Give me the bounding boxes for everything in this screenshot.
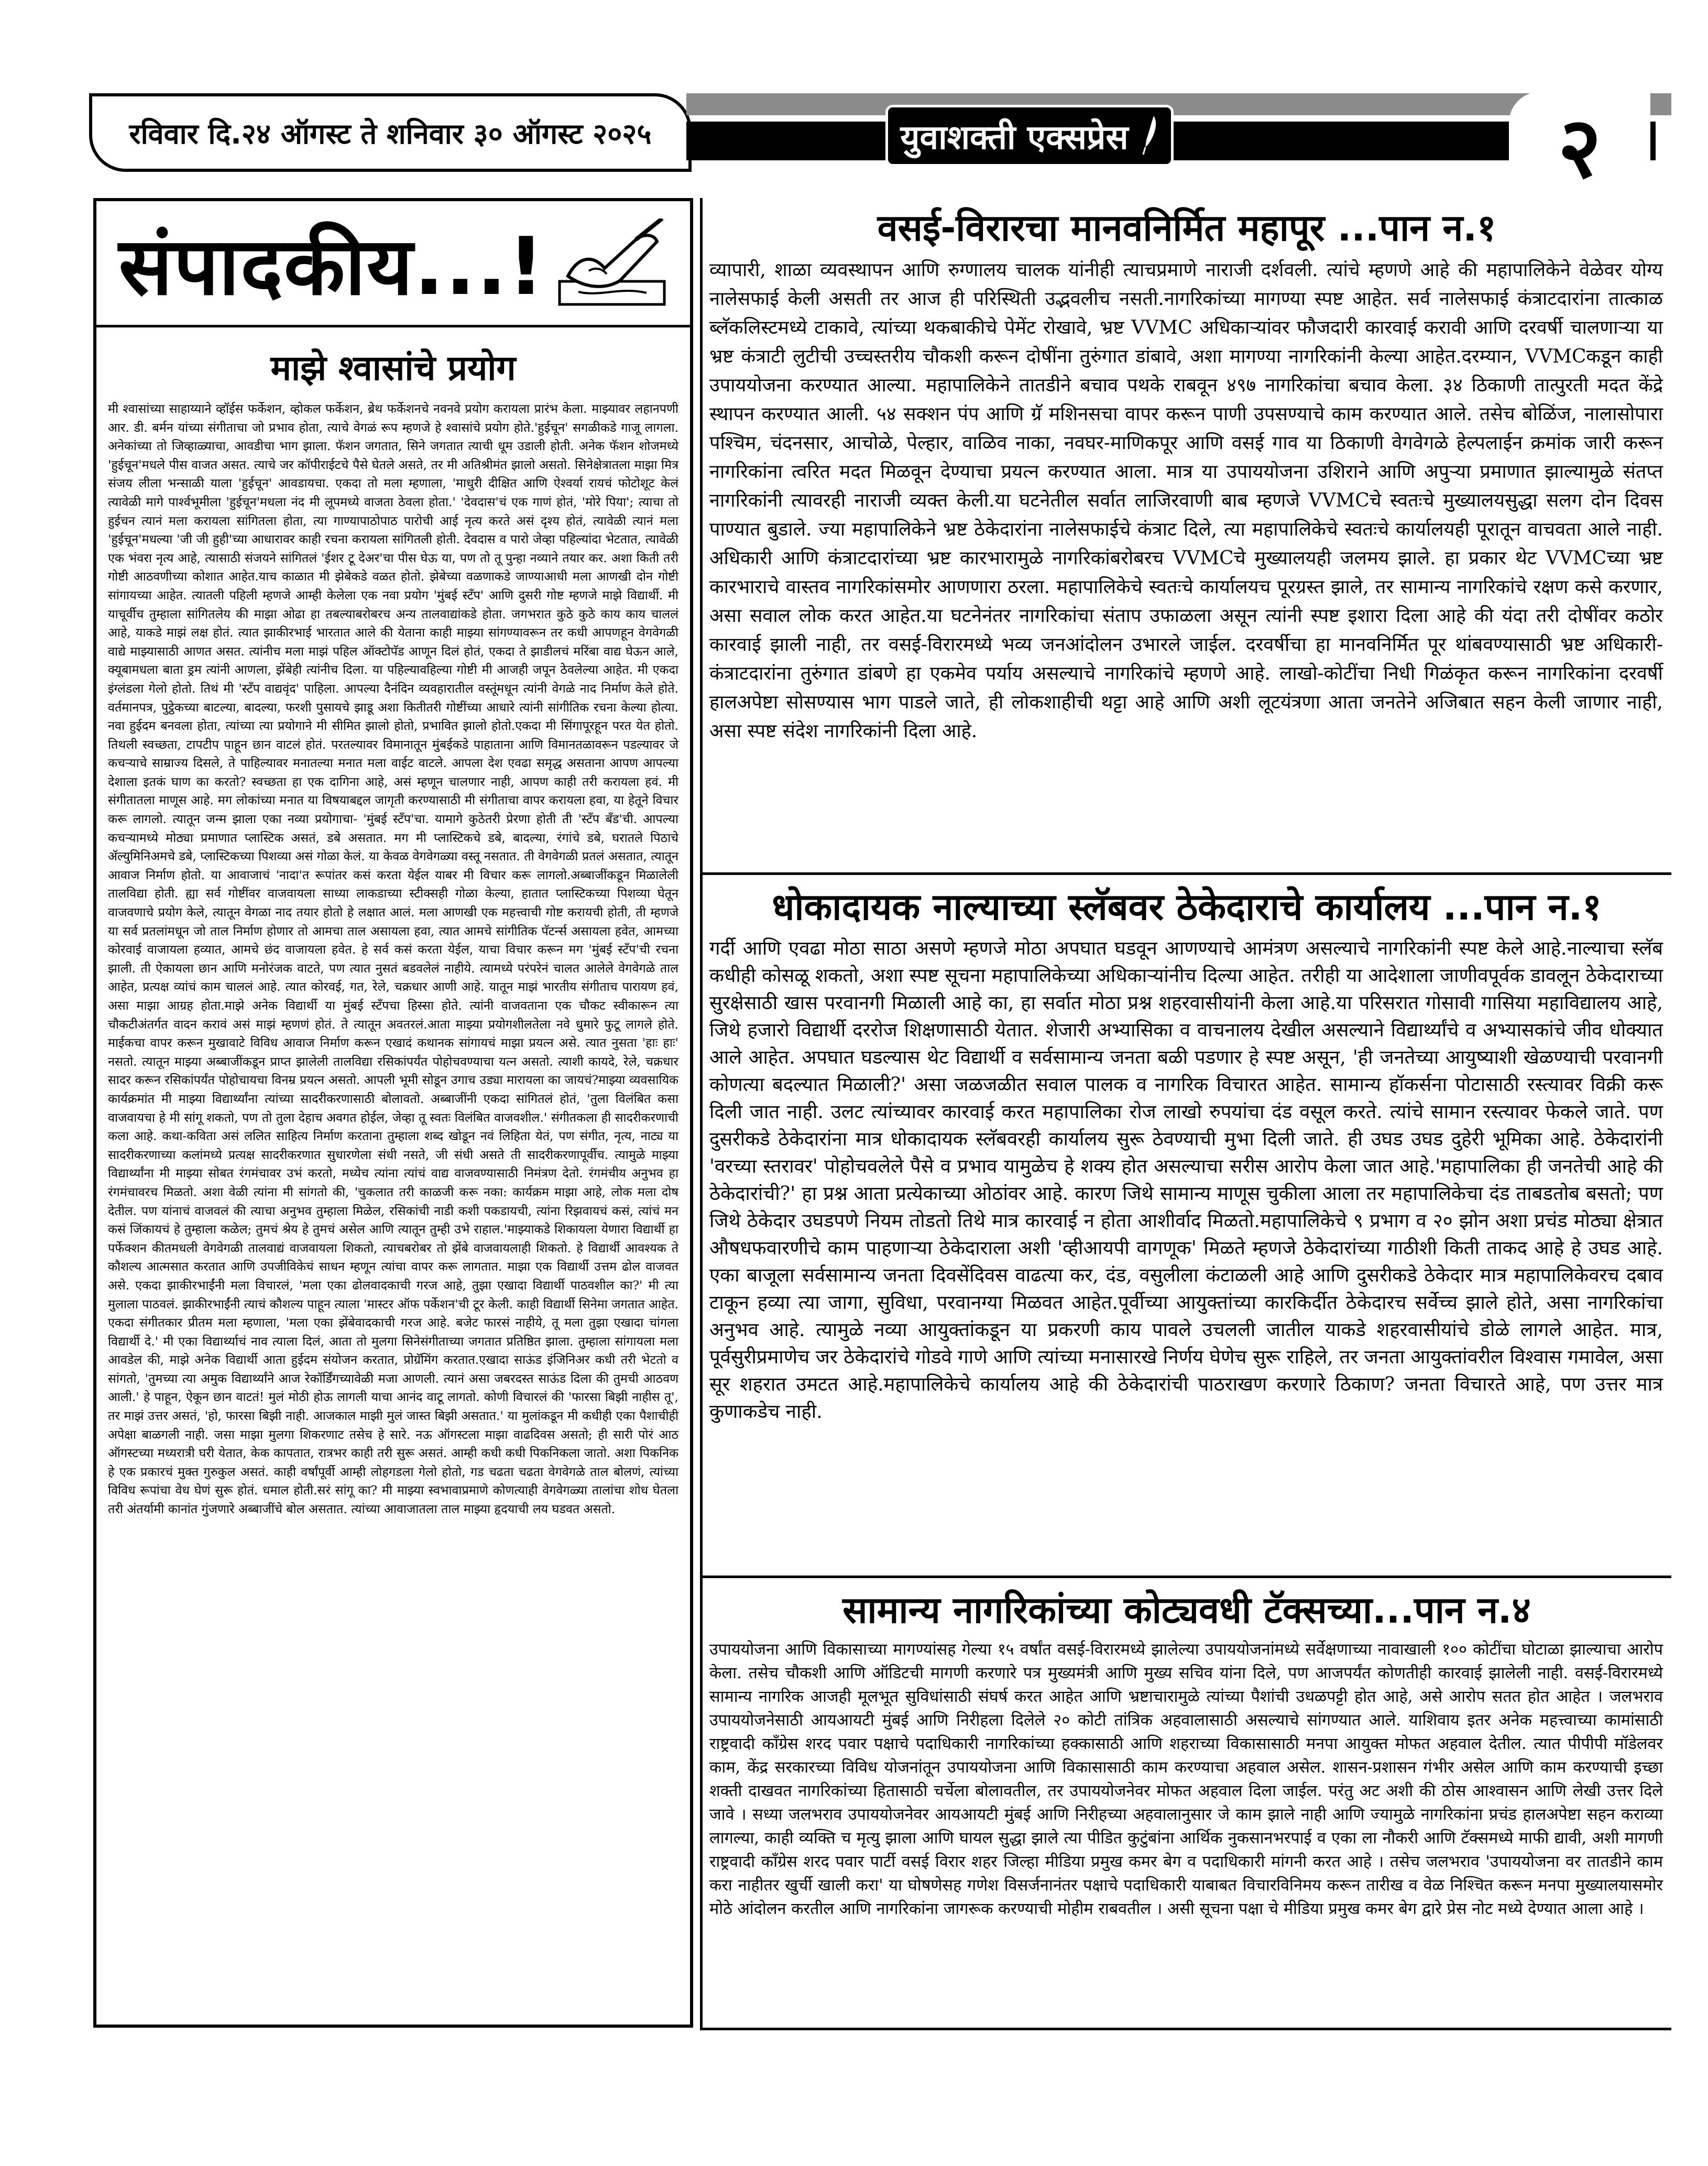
editorial-banner bbox=[96, 201, 690, 327]
masthead-brand bbox=[885, 105, 1174, 167]
editorial-headline: माझे श्वासांचे प्रयोग bbox=[270, 348, 516, 388]
bottom-rule bbox=[700, 2028, 1671, 2030]
news-column bbox=[702, 198, 1671, 2031]
article-body: व्यापारी, शाळा व्यवस्थापन आणि रुग्णालय चालक यांनीही त्याचप्रमाणे नाराजी दर्शवली. त्यांचे म्हणणे आहे की महापालिकेने वेळेवर योग्य नालेसफाई केली असती तर आज ही परिस्थिती उद्भवलीच नसती.नागरिकांच्या मागण्या स्पष्ट आहेत. सर्व नालेसफाई कंत्राटदारांना तात्काळ ब्लॅकलिस्टमध्ये टाकावे, त्यांच्या थकबाकीचे पेमेंट रोखावे, भ्रष्ट VVMC अधिकाऱ्यांवर फौजदारी कारवाई करावी आणि दरवर्षी चालणाऱ्या या भ्रष्ट कंत्राटी लुटीची उच्चस्तरीय चौकशी करून दोषींना तुरुंगात डांबावे, अशा मागण्या नागरिकांनी केल्या आहेत.दरम्यान, VVMCकडून काही उपाययोजना करण्यात आल्या. महापालिकेने तातडीने बचाव पथके राबवून ४९७ नागरिकांचा बचाव केला. ३४ ठिकाणी तात्पुरती मदत केंद्रे स्थापन करण्यात आली. ५४ सक्शन पंप आणि ग्रॅ मशिनसचा वापर करून पाणी उपसण्याचे काम करण्यात आले. तसेच बोळिंज, नालासोपारा पश्चिम, चंदनसार, आचोळे, पेल्हार, वाळिव नाका, नवघर-माणिकपूर आणि वसई गाव या ठिकाणी वेगवेगळे हेल्पलाईन क्रमांक जारी करून नागरिकांना त्वरित मदत मिळवून देण्याचा प्रयत्न करण्यात आला. मात्र या उपाययोजना उशिराने आणि अपुऱ्या प्रमाणात झाल्यामुळे संतप्त नागरिकांनी त्यावरही नाराजी व्यक्त केली.या घटनेतील सर्वात लाजिरवाणी बाब म्हणजे VVMCचे स्वतःचे मुख्यालयसुद्धा सलग दोन दिवस पाण्यात बुडाले. ज्या महापालिकेने भ्रष्ट ठेकेदारांना नालेसफाईचे कंत्राट दिले, त्या महापालिकेचे स्वतःचे कार्यालयही पूरातून वाचवता आले नाही. अधिकारी आणि कंत्राटदारांच्या भ्रष्ट कारभारामुळे नागरिकांबरोबरच VVMCचे मुख्यालयही जलमय झाले. हा प्रकार थेट VVMCच्या भ्रष्ट कारभाराचे वास्तव नागरिकांसमोर आणणारा ठरला. महापालिकेचे स्वतःचे कार्यालयच पूरग्रस्त झाले, तर सामान्य नागरिकांचे रक्षण कसे करणार, असा सवाल लोक करत आहेत.या घटनेनंतर नागरिकांचा संताप उफाळला असून त्यांनी स्पष्ट इशारा दिला आहे की यंदा तरी दोषींवर कठोर कारवाई झाली नाही, तर वसई-विरारमध्ये भव्य जनआंदोलन उभारले जाईल. दरवर्षीचा हा मानवनिर्मित पूर थांबवण्यासाठी भ्रष्ट अधिकारी-कंत्राटदारांना तुरुंगात डांबणे हा एकमेव पर्याय असल्याचे नागरिकांचे म्हणणे आहे. लाखो-कोटींचा निधी गिळंकृत करून नागरिकांना दरवर्षी हालअपेष्टा सोसण्यास भाग पाडले जाते, ही लोकशाहीची थट्टा आहे आणि अशी लूटयंत्रणा आता जनतेने अजिबात सहन केली जाणार नाही, असा स्पष्ट संदेश नागरिकांनी दिला आहे. bbox=[709, 259, 1663, 742]
article-headline: वसई-विरारचा मानवनिर्मित महापूर ...पान न.१ bbox=[877, 206, 1496, 249]
article-divider bbox=[702, 872, 1671, 875]
page-number-badge bbox=[1509, 92, 1650, 196]
date-range: रविवार दि.२४ ऑगस्ट ते शनिवार ३० ऑगस्ट २०२५ bbox=[129, 117, 652, 150]
article-body: गर्दी आणि एवढा मोठा साठा असणे म्हणजे मोठा अपघात घडवून आणण्याचे आमंत्रण असल्याचे नागरिकांनी स्पष्ट केले आहे.नाल्याचा स्लॅब कधीही कोसळू शकतो, अशा स्पष्ट सूचना महापालिकेच्या अधिकाऱ्यांनीच दिल्या आहेत. तरीही या आदेशाला जाणीवपूर्वक डावलून ठेकेदाराच्या सुरक्षेसाठी खास परवानगी मिळाली आहे का, हा सर्वात मोठा प्रश्न शहरवासीयांनी केला आहे.या परिसरात गोसावी गासिया महाविद्यालय आहे, जिथे हजारो विद्यार्थी दररोज शिक्षणासाठी येतात. शेजारी अभ्यासिका व वाचनालय देखील असल्याने विद्यार्थ्यांचे व अभ्यासकांचे जीव धोक्यात आले आहेत. अपघात घडल्यास थेट विद्यार्थी व सर्वसामान्य जनता बळी पडणार हे स्पष्ट असून, 'ही जनतेच्या आयुष्याशी खेळण्याची परवानगी कोणत्या बदल्यात मिळाली?' असा जळजळीत सवाल पालक व नागरिक विचारत आहेत. सामान्य हॉकर्सना पोटासाठी रस्त्यावर विक्री करू दिली जात नाही. उलट त्यांच्यावर कारवाई करत महापालिका रोज लाखो रुपयांचा दंड वसूल करते. त्यांचे सामान रस्त्यावर फेकले जाते. पण दुसरीकडे ठेकेदारांना मात्र धोकादायक स्लॅबवरही कार्यालय सुरू ठेवण्याची मुभा दिली जाते. ही उघड उघड दुहेरी भूमिका आहे. ठेकेदारांनी 'वरच्या स्तरावर' पोहोचवलेले पैसे व प्रभाव यामुळेच हे शक्य होत असल्याचा सरीस आरोप केला जात आहे.'महापालिका ही जनतेची आहे की ठेकेदारांची?' हा प्रश्न आता प्रत्येकाच्या ओठांवर आहे. कारण जिथे सामान्य माणूस चुकीला आला तर महापालिकेचा दंड ताबडतोब बसतो; पण जिथे ठेकेदार उघडपणे नियम तोडतो तिथे मात्र कारवाई न होता आशीर्वाद मिळतो.महापालिकेचे ९ प्रभाग व २० झोन अशा प्रचंड मोठ्या क्षेत्रात औषधफवारणीचे काम पाहणाऱ्या ठेकेदाराला अशी 'व्हीआयपी वागणूक' मिळते म्हणजे ठेकेदारांच्या गाठीशी किती ताकद आहे हे उघड आहे. एका बाजूला सर्वसामान्य जनता दिवसेंदिवस वाढत्या कर, दंड, वसुलीला कंटाळली आहे आणि दुसरीकडे ठेकेदार मात्र महापालिकेवरच दबाव टाकून हव्या त्या जागा, सुविधा, परवानग्या मिळवत आहेत.पूर्वीच्या आयुक्तांच्या कारकिर्दीत ठेकेदारच सर्वेच्च झाले होते, असा नागरिकांचा अनुभव आहे. त्यामुळे नव्या आयुक्तांकडून या प्रकरणी काय पावले उचलली जातील याकडे शहरवासीयांचे डोळे लागले आहेत. मात्र, पूर्वसुरीप्रमाणेच जर ठेकेदारांचे गोडवे गाणे आणि त्यांच्या मनासारखे निर्णय घेणेच सुरू राहिले, तर जनता आयुक्तांवरील विश्वास गमावेल, असा सूर शहरात उमटत आहे.महापालिकेचे कार्यालय आहे की ठेकेदारांची पाठराखण करणारे ठिकाण? जनता विचारते आहे, पण उत्तर मात्र कुणाकडेच नाही. bbox=[709, 937, 1663, 1423]
editorial-title: संपादकीय...! bbox=[118, 220, 545, 313]
hand-writing-pen-icon bbox=[557, 218, 667, 308]
editorial-article bbox=[96, 327, 690, 1519]
article-body: उपाययोजना आणि विकासाच्या मागण्यांसह गेल्या १५ वर्षांत वसई-विरारमध्ये झालेल्या उपाययोजनांमध्ये सर्वेक्षणाच्या नावाखाली १०० कोटींचा घोटाळा झाल्याचा आरोप केला. तसेच चौकशी आणि ऑडिटची मागणी करणारे पत्र मुख्यमंत्री आणि मुख्य सचिव यांना दिले, पण आजपर्यंत कोणतीही कारवाई झालेली नाही. वसई-विरारमध्ये सामान्य नागरिक आजही मूलभूत सुविधांसाठी संघर्ष करत आहेत आणि भ्रष्टाचारामुळे त्यांच्या पैशांची उधळपट्टी होत आहे, असे आरोप सतत होत आहेत । जलभराव उपाययोजनेसाठी आयआयटी मुंबई आणि निरीहला दिलेले २० कोटी तांत्रिक अहवालासाठी असल्याचे सांगण्यात आले. याशिवाय इतर अनेक महत्त्वाच्या कामांसाठी राष्ट्रवादी काँग्रेस शरद पवार पक्षाचे पदाधिकारी नागरिकांच्या हक्कासाठी आणि शहराच्या विकासासाठी मनपा आयुक्त मोफत अहवाल देतील. त्यात पीपीपी मॉडेलवर काम, केंद्र सरकारच्या विविध योजनांतून उपाययोजना आणि विकासासाठी काम करण्याचा अहवाल असेल. शासन-प्रशासन गंभीर असेल आणि काम करण्याची इच्छा शक्ती दाखवत नागरिकांच्या हितासाठी चर्चेला बोलावतील, तर उपाययोजनेवर मोफत अहवाल दिला जाईल. परंतु अट अशी की ठोस आश्वासन आणि लेखी उत्तर दिले जावे । सध्या जलभराव उपाययोजनेवर आयआयटी मुंबई आणि निरीहच्या अहवालानुसार जे काम झाले नाही आणि ज्यामुळे नागरिकांना प्रचंड हालअपेष्टा सहन कराव्या लागल्या, काही व्यक्ति च मृत्यु झाला आणि घायल सुद्धा झाले त्या पीडित कुटुंबांना आर्थिक नुकसानभरपाई व एका ला नौकरी आणि टॅक्समध्ये माफी द्यावी, अशी मागणी राष्ट्रवादी काँग्रेस शरद पवार पार्टी वसई विरार शहर जिल्हा मीडिया प्रमुख कमर बेग व पदाधिकारी मांगनी करत आहे । तसेच जलभराव 'उपाययोजना वर तातडीने काम करा नाहीतर खुर्ची खाली करा' या घोषणेसह गणेश विसर्जनानंतर पक्षाचे पदाधिकारी याबाबत विचारविनिमय करून तारीख व वेळ निश्चित करून मनपा मुख्यालयासमोर मोठे आंदोलन करतील आणि नागरिकांना जागरूक करण्याची मोहीम राबवतील । असी सूचना पक्षा चे मीडिया प्रमुख कमर बेग द्वारे प्रेस नोट मध्ये देण्यात आला आहे । bbox=[709, 1640, 1663, 1918]
article-headline: सामान्य नागरिकांच्या कोट्यवधी टॅक्सच्या...पान न.४ bbox=[842, 1589, 1531, 1632]
quill-pen-icon bbox=[1138, 115, 1159, 157]
editorial-column bbox=[93, 198, 693, 2028]
page-number: २ bbox=[1558, 99, 1602, 196]
article-tax-scam bbox=[702, 1583, 1671, 2031]
article-headline: धोकादायक नाल्याच्या स्लॅबवर ठेकेदाराचे कार्यालय ...पान न.१ bbox=[772, 885, 1602, 928]
article-drain-office bbox=[702, 880, 1671, 1569]
editorial-body: मी श्वासांच्या साहाय्याने व्हॉईस फर्केशन, व्होकल फर्केशन, ब्रेथ फर्केशनचे नवनवे प्रयोग करायला प्रारंभ केला. माझ्यावर लहानपणी आर. डी. बर्मन यांच्या संगीताचा जो प्रभाव होता, त्याचे वेगळं रूप म्हणजे हे श्वासांचे प्रयोग होते.'हुईचून' सगळीकडे गाजू लागला. अनेकांच्या तो जिव्हाळ्याचा, आवडीचा भाग झाला. फॅशन जगतात, सिने जगतात त्याची धूम उडाली होती. अनेक फॅशन शोजमध्ये 'हुईचून'मधले पीस वाजत असत. त्याचे जर कॉपीराईटचे पैसे घेतले असते, तर मी अतिश्रीमंत झालो असतो. सिनेक्षेत्रातला माझा मित्र संजय लीला भन्साळी याला 'हुईचून' आवडायचा. एकदा तो मला म्हणाला, 'माधुरी दीक्षित आणि ऐश्वर्या रायचं फोटोशूट केलं त्यावेळी मागे पार्श्वभूमीला 'हुईचून'मधला नंद मी लूपमध्ये वाजता ठेवला होता.' 'देवदास'चं एक गाणं होतं, 'मोरे पिया'; त्याचा तो हुईचन त्यानं मला करायला सांगितला होता, त्या गाण्यापाठोपाठ पारोची आई नृत्य करते असं दृश्य होतं, त्यावेळी त्यानं मला 'हुईचून'मधल्या 'जी जी हुही'च्या आधारावर काही रचना करायला सांगितली होती. देवदास व पारो जेव्हा पहिल्यांदा भेटतात, त्यावेळी एक भंवरा नृत्य आहे, त्यासाठी संजयने सांगितलं 'ईशर टू देअर'चा पीस घेऊ या, पण तो तू पुन्हा नव्याने तयार कर. अशा किती तरी गोष्टी आठवणीच्या कोशात आहेत.याच काळात मी झेबेकडे वळत होतो. झेबेच्या वळणाकडे जाण्याआधी मला आणखी दोन गोष्टी सांगायच्या आहेत. त्यातली पहिली म्हणजे आम्ही केलेला एक नवा प्रयोग 'मुंबई स्टँप' आणि दुसरी गोष्ट म्हणजे माझे विद्यार्थी. मी याचूर्वीच तुम्हाला सांगितलेय की माझा ओढा हा तबल्याबरोबरच अन्य तालवाद्यांकडे होता. जगभरात कुठे कुठे काय काय चाललं आहे, याकडे माझं लक्ष होतं. त्यात झाकीरभाई भारतात आले की येताना काही माझ्या सांगण्यावरून तर कधी आपणहून वेगवेगळी वाद्ये माझ्यासाठी आणत असत. त्यांनीच मला माझं पहिल ऑक्टोपॅड आणून दिलं होतं, एकदा ते झाडीलचं मरिंबा वाद्य घेऊन आले, क्यूबामधला बाता ड्रम त्यांनी आणला, झेंबेही त्यांनीच दिला. या पहिल्यावहिल्या गोष्टी मी आजही जपून ठेवलेल्या आहेत. मी एकदा इंग्लंडला गेलो होतो. तिथं मी 'स्टँप वाद्यवृंद' पाहिला. आपल्या दैनंदिन व्यवहारातील वस्तूंमधून त्यांनी वेगळे नाद निर्माण केले होते. वर्तमानपत्र, पुट्ठेकच्या बाटल्या, बादल्या, फरशी पुसायचे झाडू अशा कितीतरी गोष्टींच्या आधारे त्यांनी सांगीतिक रचना केल्या होत्या. नवा हुईदम बनवला होता, त्यांच्या त्या प्रयोगाने मी सीमित झालो होतो, प्रभावित झालो होतो.एकदा मी सिंगापूरहून परत येत होतो. तिथली स्वच्छता, टापटीप पाहून छान वाटलं होतं. परतल्यावर विमानातून मुंबईकडे पाहाताना आणि विमानतळावरून पडल्यावर जे कचऱ्याचे साम्राज्य दिसले, ते पाहिल्यावर मनातल्या मनात मला वाईट वाटले. आपला देश एवढा समृद्ध असताना आपण आपल्या देशाला इतकं घाण का करतो? स्वच्छता हा एक दागिना आहे, असं म्हणून चालणार नाही, आपण काही तरी करायला हवं. मी संगीतातला माणूस आहे. मग लोकांच्या मनात या विषयाबद्दल जागृती करण्यासाठी मी संगीताचा वापर करायला हवा, या हेतूने विचार करू लागलो. त्यातून जन्म झाला एका नव्या प्रयोगाचा- 'मुंबई स्टँप'चा. यामागे कुठेतरी प्रेरणा होती ती 'स्टँप बँड'ची. आपल्या कचऱ्यामध्ये मोठ्या प्रमाणात प्लास्टिक असतं, डबे असतात. मग मी प्लास्टिकचे डबे, बादल्या, रंगांचे डबे, घरातले पिठाचे ॲल्युमिनिअमचे डबे, प्लास्टिकच्या पिशव्या असं गोळा केलं. या केवळ वेगवेगळ्या वस्तू नसतात. ती वेगवेगळी प्रतलं असतात, त्यातून आवाज निर्माण होतो. या आवाजाचं 'नादा'त रूपांतर कसं करता येईल याबर मी विचार करू लागलो.अब्बाजींकडून मिळालेली तालविद्या होती. ह्या सर्व गोष्टींवर वाजवायला साध्या लाकडाच्या स्टीक्सही गोळा केल्या, हातात प्लास्टिकच्या पिशव्या घेतून वाजवणाचे प्रयोग केले, त्यातून वेगळा नाद तयार होतो हे लक्षात आलं. मला आणखी एक महत्त्वाची गोष्ट करायची होती, ती म्हणजे या सर्व प्रतलांमधून जो ताल निर्माण होणार तो आमचा ताल असायला हवा, त्यात आमचे सांगीतिक पॅटर्न्स असायला हवेत, आमच्या कोरवाई वाजायला हव्यात, आमचे छंद वाजायला हवेत. हे सर्व कसं करता येईल, याचा विचार करून मग 'मुंबई स्टँप'ची रचना झाली. ती ऐकायला छान आणि मनोरंजक वाटते, पण त्यात नुसतं बडवलेलं नाहीये. त्यामध्ये परंपरेनं चालत आलेले वेगवेगळे ताल आहेत, प्रत्यक्ष व्यांचं काम चाललं आहे. त्यात कोरवई, गत, रेले, चक्रधार आणी आहे. यातून माझं भारतीय संगीताच पारायण हवं, असा माझा आग्रह होता.माझे अनेक विद्यार्थी या मुंबई स्टँपचा हिस्सा होते. त्यांनी वाजवताना एक चौकट स्वीकारून त्या चौकटीअंतर्गत वादन करावं असं माझं म्हणणं होतं. ते त्यातून अवतरलं.आता माझ्या प्रयोगशीलतेला नवे धुमारे फुटू लागले होते. माईकचा वापर करून मुखावाटे विविध आवाज निर्माण करून एखादं कथानक सांगायचं माझा प्रयत्न असे. त्यात नुसता 'हाः हाः' नसतो. त्यातून माझ्या अब्बाजींकडून प्राप्त झालेली तालविद्या रसिकांपर्यंत पोहोचवण्याचा यत्न असतो. त्याशी कायदे, रेले, चक्रधार सादर करून रसिकांपर्यंत पोहोचायचा विनम्र प्रयत्न असतो. आपली भूमी सोडून उगाच उड्या मारायला का जायचं?माझ्या व्यवसायिक कार्यक्रमांत मी माझ्या विद्यार्थ्यांना त्यांच्या सादरीकरणासाठी बोलावतो. अब्बाजींनी एकदा सांगितलं होतं, 'तुला विलंबित कसा वाजवायचा हे मी सांगू शकतो, पण तो तुला देहाच अवगत होईल, जेव्हा तू स्वतः विलंबित वाजवशील.' संगीतकला ही सादरीकरणाची कला आहे. कथा-कविता असं ललित साहित्य निर्माण करताना तुम्हाला शब्द खोडून नवं लिहिता येतं, पण संगीत, नृत्य, नाट्य या सादरीकरणाच्या कलांमध्ये प्रत्यक्ष सादरीकरणात सुधारणेला संधी नसते, जी संधी असते ती सादरीकरणापूर्वीच. त्यामुळे माझ्या विद्यार्थ्यांना मी माझ्या सोबत रंगमंचावर उभं करतो, मध्येच त्यांना त्यांचं वाद्य वाजवण्यासाठी निमंत्रण देतो. रंगमंचीय अनुभव हा रंगमंचावरच मिळतो. अशा वेळी त्यांना मी सांगतो की, 'चुकलात तरी काळजी करू नका: कार्यक्रम माझा आहे, लोक मला दोष देतील. पण यांनाचं वाजवलं की त्याचा अनुभव तुम्हाला मिळेल, रसिकांची नाडी कशी पकडायची, त्यांना रिझवायचं कसं, त्यांचं मन कसं जिंकायचं हे तुम्हाला कळेल; तुमचं श्रेय हे तुमचं असेल आणि त्यातून तुम्ही उभे राहाल.'माझ्याकडे शिकायला येणारा विद्यार्थी हा पर्फेक्शन कीतमधली वेगवेगळी तालवाद्यं वाजवायला शिकतो, त्याचबरोबर तो झेंबे वाजवायलाही शिकतो. हे विद्यार्थी आवश्यक ते कौशल्य आत्मसात करतात आणि उपजीविकेचं साधन म्हणून त्यांचा वापर करू लागतात. माझा एक विद्यार्थी उत्तम ढोल वाजवत असे. एकदा झाकीरभाईंनी मला विचारलं, 'मला एका ढोलवादकाची गरज आहे, तुझा एखादा विद्यार्थी पाठवशील का?' मी त्या मुलाला पाठवलं. झाकीरभाईंनी त्याचं कौशल्य पाहून त्याला 'मास्टर ऑफ पर्केशन'ची टूर केली. काही विद्यार्थी सिनेमा जगतात आहेत. एकदा संगीतकार प्रीतम मला म्हणाला, 'मला एका झेंबेवादकाची गरज आहे. बजेट फारसं नाहीये, तू मला तुझा एखादा चांगला विद्यार्थी दे.' मी एका विद्यार्थ्याचं नाव त्याला दिलं, आता तो मुलगा सिनेसंगीताच्या जगतात प्रतिष्ठित झाला. तुम्हाला सांगायला मला आवडेल की, माझे अनेक विद्यार्थी आता हुईदम संयोजन करतात, प्रोग्रॅमिंग करतात.एखादा साऊंड इंजिनिअर कधी तरी भेटतो व सांगतो, 'तुमच्या त्या अमुक विद्यार्थ्यांने आज रेकॉर्डिंगच्यावेळी मजा आणली. त्यानं असा जबरदस्त साऊंड दिला की तुमची आठवण आली.' हे पाहून, ऐकून छान वाटतं! मुलं मोठी होऊ लागली याचा आनंद वाटू लागतो. कोणी विचारलं की 'फारसा बिझी नाहीस तू', तर माझं उत्तर असतं, 'हो, फारसा बिझी नाही. आजकाल माझी मुलं जास्त बिझी असतात.' या मुलांकडून मी कधीही एका पैशाचीही अपेक्षा बाळगली नाही. जसा माझा मुलगा शिकरणाट तसेच हे सारे. नऊ ऑगस्टला माझा वाढदिवस असतो; ही सारी पोरं आठ ऑगस्टच्या मध्यरात्री घरी येतात, केक कापतात, रात्रभर काही तरी सुरू असतं. आम्ही कधी कधी पिकनिकला जातो. अशा पिकनिक हे एक प्रकारचं मुक्त गुरुकुल असतं. काही वर्षांपूर्वी आम्ही लोहगडला गेलो होतो, गड चढता चढता वेगवेगळे ताल बोलणं, त्यांच्या विविध रूपांचा वेध घेणं सुरू होतं. धमाल होती.सरं सांगू का? मी माझ्या स्वभावाप्रमाणे कोणत्याही वेगवेगळ्या तालांचा शोध घेतला तरी अंतर्यामी कानांत गुंजणारे अब्बाजींचे बोल असतात. त्यांच्या आवाजातला ताल माझ्या हृदयाची लय घडवत असतो. bbox=[108, 401, 679, 1517]
brand-name: युवाशक्ती एक्सप्रेस bbox=[900, 118, 1129, 157]
date-range-box bbox=[89, 93, 692, 172]
article-divider bbox=[702, 1576, 1671, 1578]
article-flood bbox=[702, 198, 1671, 866]
